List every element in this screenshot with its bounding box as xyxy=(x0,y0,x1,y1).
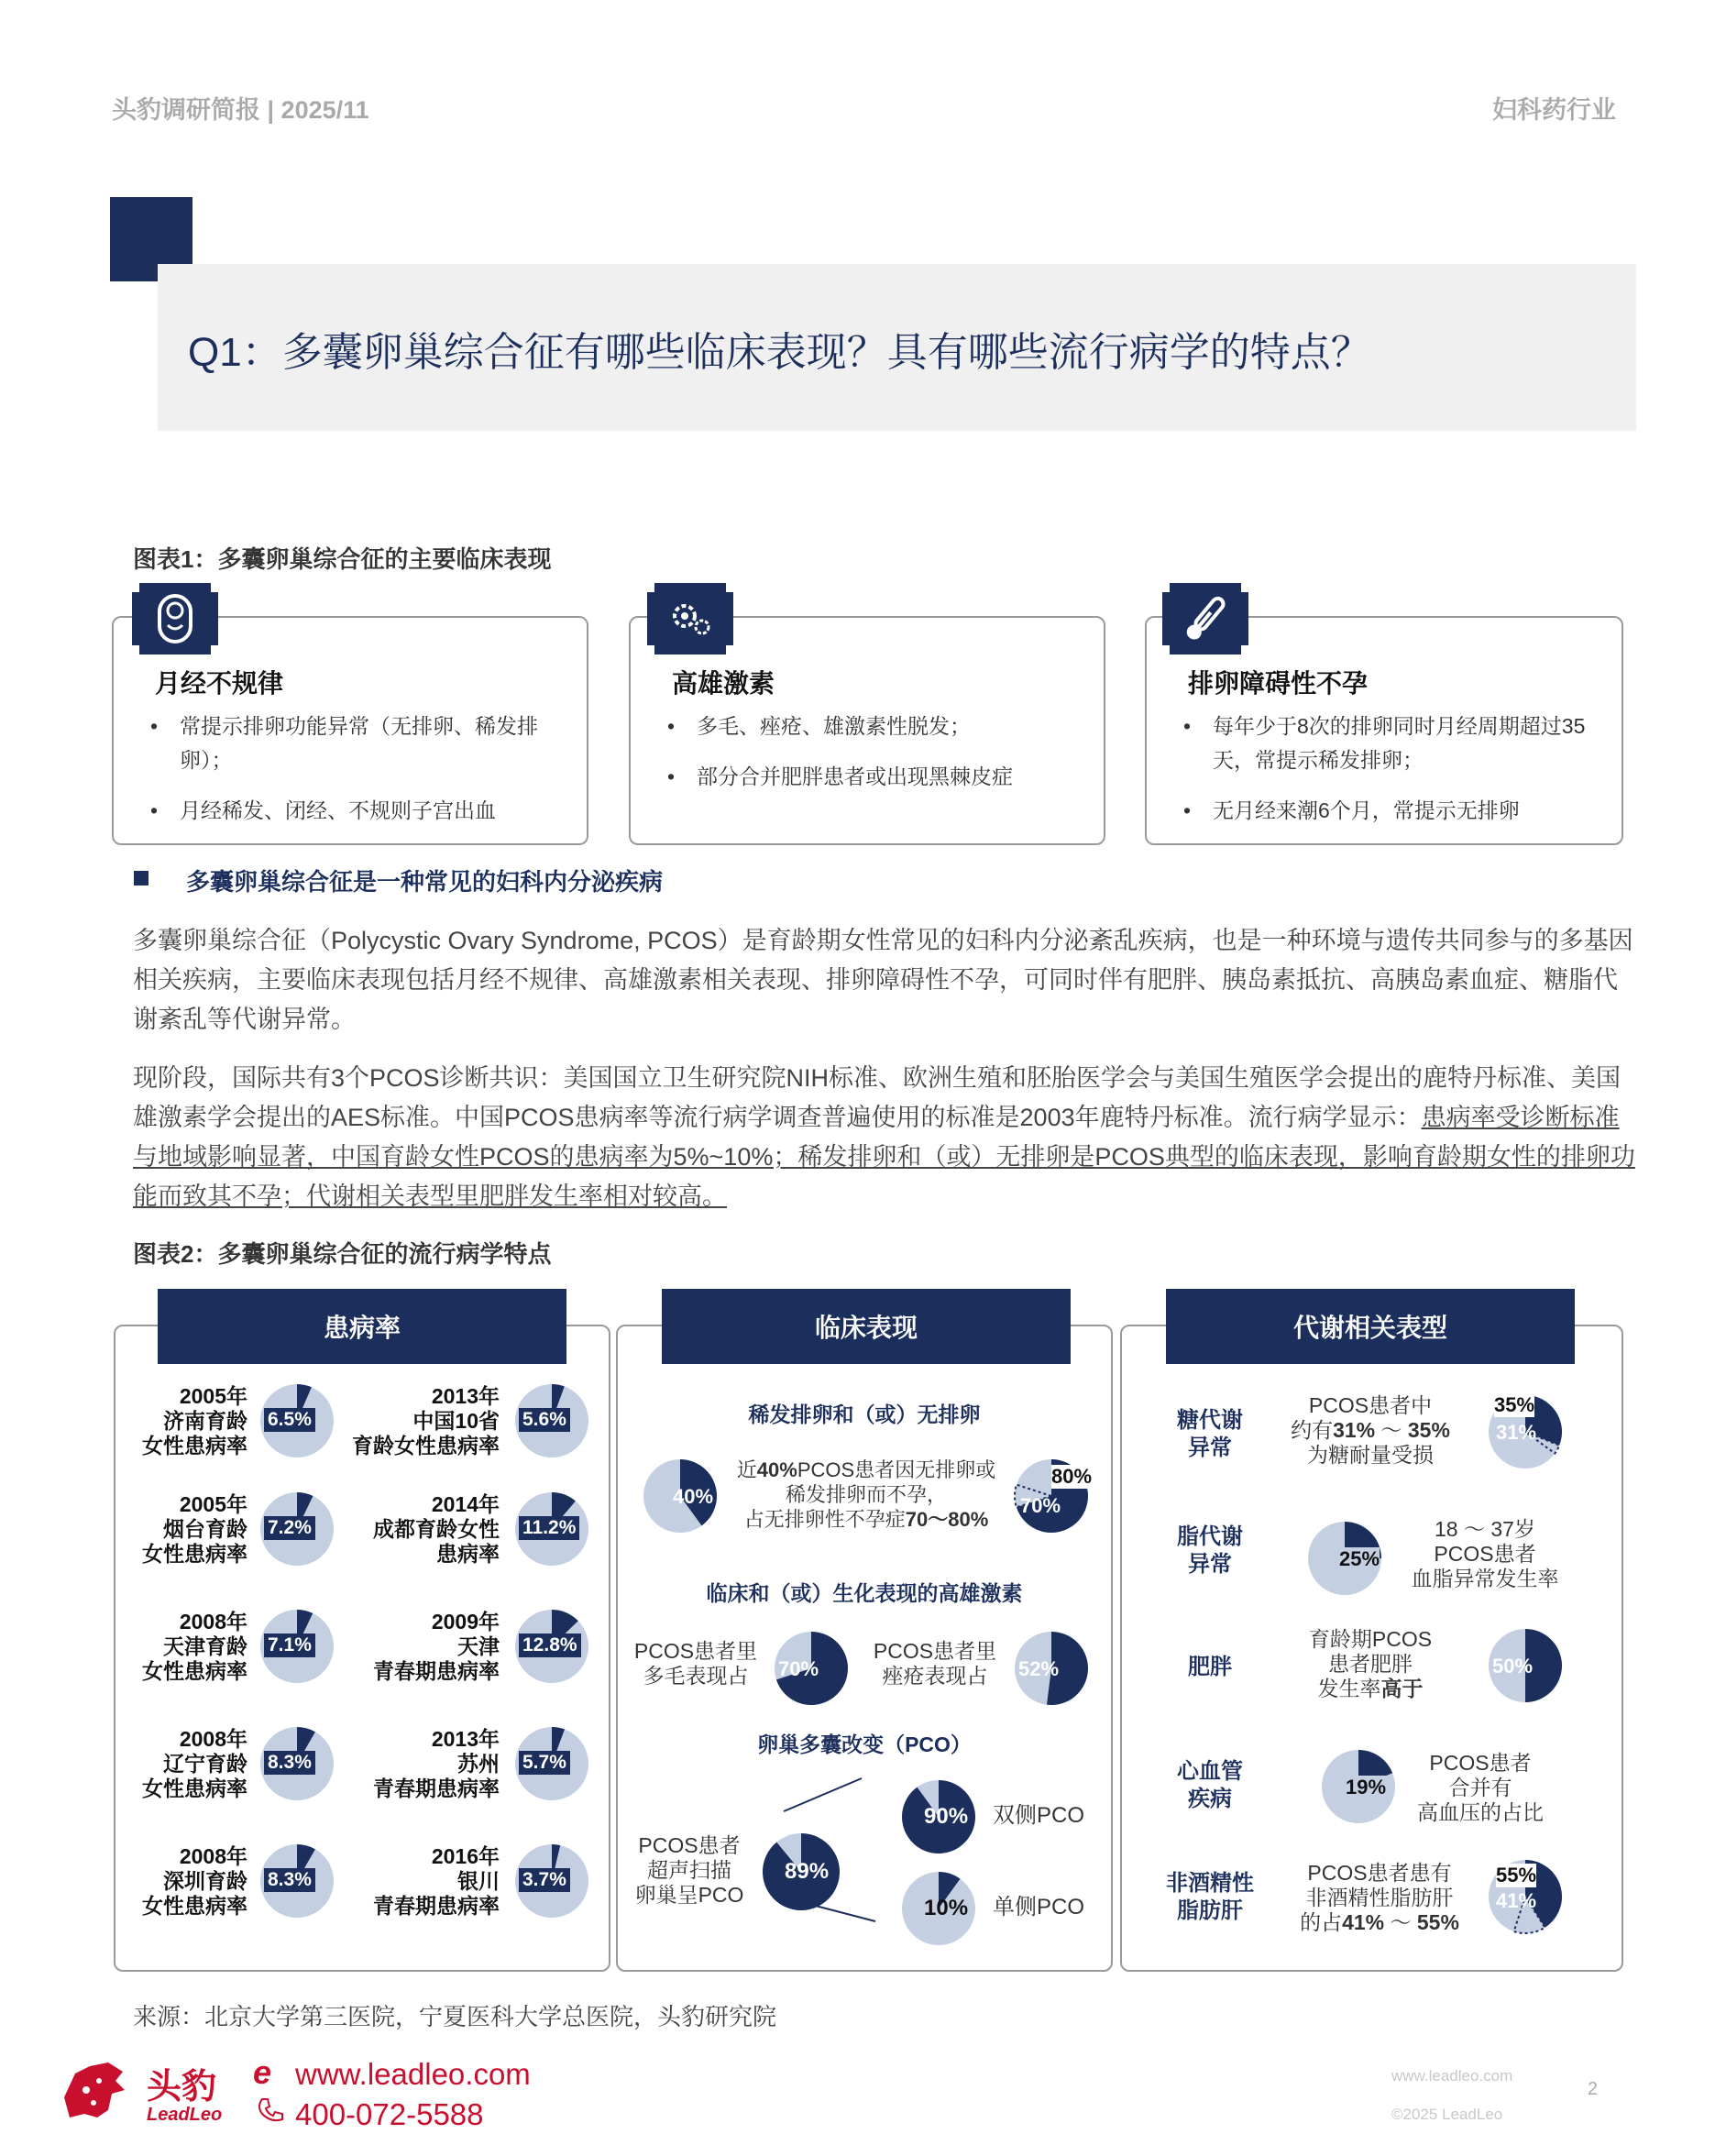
pie-label: 90% xyxy=(924,1804,969,1829)
pie-anovulation-infertility xyxy=(642,1458,719,1534)
text: PCOS患者 xyxy=(1429,1751,1532,1775)
text: 女性患病率 xyxy=(142,1776,247,1800)
prevalence-label xyxy=(119,1844,247,1919)
browser-e-icon: e xyxy=(253,2053,272,2091)
obesity-text xyxy=(1279,1627,1462,1701)
text-value: 40% xyxy=(756,1458,797,1481)
fig1-caption: 图表1：多囊卵巢综合征的主要临床表现 xyxy=(133,545,552,573)
nafld-text xyxy=(1279,1861,1480,1935)
card-bullet: • 常提示排卵功能异常（无排卵、稀发排卵）； xyxy=(150,710,563,777)
pie-glucose xyxy=(1487,1393,1564,1470)
text: 患病率 xyxy=(436,1542,500,1566)
pie-label: 10% xyxy=(924,1896,969,1920)
text: 为糖耐量受损 xyxy=(1307,1443,1434,1467)
text: 发生率 xyxy=(1317,1677,1381,1700)
pie-label: 12.8% xyxy=(519,1634,581,1657)
report-title: 头豹调研简报 | 2025/11 xyxy=(112,96,369,124)
text: 女性患病率 xyxy=(142,1542,247,1566)
sect-hyperandrogenism: 临床和（或）生化表现的高雄激素 xyxy=(706,1581,1023,1605)
text: 约有 xyxy=(1291,1418,1334,1442)
pie-label: 89% xyxy=(785,1859,830,1884)
source-note: 来源：北京大学第三医院，宁夏医科大学总医院，头豹研究院 xyxy=(133,2003,777,2030)
website-link[interactable]: www.leadleo.com xyxy=(295,2057,531,2091)
prevalence-pie xyxy=(513,1842,590,1920)
metabolic-label xyxy=(1155,1870,1265,1925)
text-value: 31% xyxy=(1333,1418,1376,1442)
text: 银川 xyxy=(457,1869,500,1893)
pco-text xyxy=(625,1833,753,1908)
text: 2013年 xyxy=(431,1727,500,1751)
anovulation-text xyxy=(724,1458,1008,1532)
fig2-caption: 图表2：多囊卵巢综合征的流行病学特点 xyxy=(133,1240,552,1268)
text: 超声扫描 xyxy=(647,1858,731,1882)
text: 育龄女性患病率 xyxy=(352,1434,500,1458)
leopard-logo-icon xyxy=(57,2053,130,2127)
pie-unilateral-pco xyxy=(900,1870,977,1947)
sect-anovulation: 稀发排卵和（或）无排卵 xyxy=(748,1402,981,1426)
pie-lipid xyxy=(1306,1520,1383,1597)
text: 异常 xyxy=(1188,1436,1232,1460)
pie-label-low: 41% xyxy=(1496,1889,1537,1912)
cardio-text xyxy=(1389,1751,1572,1825)
pie-label: 19% xyxy=(1346,1776,1387,1798)
text: 痤疮表现占 xyxy=(882,1664,988,1688)
text: 糖代谢 xyxy=(1177,1408,1243,1433)
pie-acne xyxy=(1013,1630,1090,1707)
acne-text xyxy=(866,1639,1004,1688)
text-value: 高于 xyxy=(1380,1677,1424,1700)
text: 血脂异常发生率 xyxy=(1411,1567,1559,1590)
text: 患者肥胖 xyxy=(1328,1652,1413,1676)
pie-label: 7.2% xyxy=(264,1516,315,1540)
section-bullet xyxy=(134,871,148,886)
pie-label: 6.5% xyxy=(264,1408,315,1432)
text: 的占 xyxy=(1300,1910,1343,1934)
prevalence-label xyxy=(325,1384,500,1458)
lipid-text xyxy=(1393,1517,1577,1591)
text: 2005年 xyxy=(179,1384,247,1408)
paragraph-highlight: 患病率受诊断标准与地域影响显著，中国育龄女性PCOS的患病率为5%~10%；稀发排卵和（或）无排卵是PCOS典型的临床表现，影响育龄期女性的排卵功能而致其不孕；代谢相关表型里肥胖发生率相对较高。 xyxy=(133,1104,1635,1210)
page-number: 2 xyxy=(1588,2079,1599,2099)
pie-label: 11.2% xyxy=(519,1516,579,1540)
text: 2016年 xyxy=(431,1844,500,1868)
prevalence-pie xyxy=(258,1842,335,1920)
text: 2008年 xyxy=(179,1610,247,1634)
bilateral-label: 双侧PCO xyxy=(993,1803,1085,1828)
text: ～ xyxy=(1375,1418,1408,1442)
text: 近 xyxy=(736,1458,757,1481)
text: 成都育龄女性 xyxy=(373,1517,500,1541)
paragraph-text: 现阶段，国际共有3个PCOS诊断共识：美国国立卫生研究院NIH标准、欧洲生殖和胚胎医学会与美国生殖医学会提出的鹿特丹标准、美国雄激素学会提出的AES标准。中国PCOS患病率等流行病学调查普遍使用的标准是2003年鹿特丹标准。流行病学显示： xyxy=(133,1064,1622,1131)
text: 青春期患病率 xyxy=(373,1659,500,1683)
pie-bilateral-pco xyxy=(900,1778,977,1855)
paragraph-intro: 多囊卵巢综合征（Polycystic Ovary Syndrome, PCOS）是育龄期女性常见的妇科内分泌紊乱疾病，也是一种环境与遗传共同参与的多基因相关疾病，主要临床表现包括月经不规律、高雄激素相关表现、排卵障碍性不孕，可同时伴有肥胖、胰岛素抵抗、高胰岛素血症、糖脂代谢紊乱等代谢异常。 xyxy=(133,927,1633,1033)
pie-label: 8.3% xyxy=(264,1751,315,1775)
pie-label: 5.7% xyxy=(519,1751,570,1775)
pie-label-high: 35% xyxy=(1494,1393,1535,1416)
text: 2009年 xyxy=(431,1610,500,1634)
prevalence-label xyxy=(119,1727,247,1801)
prevalence-label xyxy=(325,1492,500,1567)
phone-icon xyxy=(255,2096,284,2125)
text: 卵巢呈PCO xyxy=(634,1883,744,1907)
text-value: 41% xyxy=(1342,1910,1385,1934)
card-bullet: • 月经稀发、闭经、不规则子宫出血 xyxy=(150,794,563,828)
pie-nafld xyxy=(1487,1858,1564,1935)
card-bullet: • 无月经来潮6个月，常提示无排卵 xyxy=(1183,794,1605,828)
pie-anovulatory-share xyxy=(1013,1458,1093,1534)
metabolic-label xyxy=(1155,1654,1265,1681)
card-title: 月经不规律 xyxy=(155,669,284,698)
panel-prevalence-title: 患病率 xyxy=(158,1289,566,1364)
sect-pco: 卵巢多囊改变（PCO） xyxy=(757,1732,972,1756)
prevalence-label xyxy=(325,1727,500,1801)
brand-en: LeadLeo xyxy=(147,2105,223,2125)
hirsutism-text xyxy=(627,1639,764,1688)
text: 2013年 xyxy=(431,1384,500,1408)
card-bullet: • 多毛、痤疮、雄激素性脱发； xyxy=(667,710,1080,743)
text: 青春期患病率 xyxy=(373,1894,500,1918)
text: 天津 xyxy=(457,1634,500,1658)
pie-label: 40% xyxy=(673,1485,714,1508)
pie-pco xyxy=(761,1832,841,1912)
text: 苏州 xyxy=(457,1752,500,1776)
panel-metabolic-title: 代谢相关表型 xyxy=(1166,1289,1575,1364)
text: 青春期患病率 xyxy=(373,1776,500,1800)
website-small: www.leadleo.com xyxy=(1391,2067,1513,2084)
text: PCOS患者中 xyxy=(1308,1393,1433,1417)
pie-label-low: 70% xyxy=(1020,1494,1061,1517)
section-title: 多囊卵巢综合征是一种常见的妇科内分泌疾病 xyxy=(186,868,664,896)
pie-cardiovascular xyxy=(1320,1748,1397,1825)
prevalence-pie xyxy=(258,1490,335,1568)
text: 2014年 xyxy=(431,1492,500,1516)
text: PCOS患者里 xyxy=(873,1639,997,1663)
pie-obesity xyxy=(1487,1627,1564,1704)
text: 稀发排卵而不孕， xyxy=(785,1483,947,1506)
thermometer-icon xyxy=(1170,583,1241,654)
metabolic-label xyxy=(1155,1524,1265,1578)
pie-label: 5.6% xyxy=(519,1408,570,1432)
pie-label: 50% xyxy=(1492,1655,1534,1678)
pie-label: 3.7% xyxy=(519,1868,570,1892)
paragraph-diagnosis xyxy=(133,1059,1636,1216)
prevalence-label xyxy=(119,1384,247,1458)
text: PCOS患者里 xyxy=(633,1639,758,1663)
text: 非酒精性脂肪肝 xyxy=(1305,1886,1454,1909)
text: PCOS患者 xyxy=(638,1833,741,1857)
text: 天津育龄 xyxy=(163,1634,247,1658)
text: 心血管 xyxy=(1177,1759,1243,1784)
pie-label: 52% xyxy=(1018,1657,1060,1680)
phone-number: 400-072-5588 xyxy=(295,2097,484,2131)
text: 2005年 xyxy=(179,1492,247,1516)
metabolic-label xyxy=(1155,1758,1265,1813)
prevalence-label xyxy=(325,1844,500,1919)
unilateral-label: 单侧PCO xyxy=(993,1895,1085,1920)
text: PCOS患者因无排卵或 xyxy=(797,1458,996,1481)
prevalence-pie xyxy=(513,1382,590,1459)
prevalence-pie xyxy=(258,1608,335,1685)
text: 中国10省 xyxy=(412,1409,500,1433)
brand-cn: 头豹 xyxy=(147,2068,217,2106)
prevalence-label xyxy=(119,1492,247,1567)
text: PCOS患者 xyxy=(1434,1542,1536,1566)
text: 异常 xyxy=(1188,1552,1232,1577)
text: PCOS患者患有 xyxy=(1307,1861,1452,1885)
question-title: Q1：多囊卵巢综合征有哪些临床表现？具有哪些流行病学的特点？ xyxy=(188,330,1371,375)
text: 济南育龄 xyxy=(163,1409,247,1433)
text: 疾病 xyxy=(1188,1787,1232,1811)
prevalence-pie xyxy=(513,1725,590,1802)
industry-label: 妇科药行业 xyxy=(1492,96,1616,124)
pie-label-high: 80% xyxy=(1051,1465,1093,1488)
text: 非酒精性 xyxy=(1166,1871,1254,1896)
prevalence-pie xyxy=(258,1382,335,1459)
text-value: 35% xyxy=(1407,1418,1450,1442)
pie-label-low: 31% xyxy=(1496,1421,1537,1444)
text-value: 55% xyxy=(1416,1910,1459,1934)
pie-label: 70% xyxy=(778,1657,819,1680)
text: 肥胖 xyxy=(1188,1655,1232,1679)
text: ～ xyxy=(1384,1910,1417,1934)
text: 女性患病率 xyxy=(142,1434,247,1458)
text: 18 ～ 37岁 xyxy=(1435,1517,1535,1541)
text: 女性患病率 xyxy=(142,1894,247,1918)
text-value: 70～80% xyxy=(905,1508,989,1531)
gears-icon xyxy=(654,583,726,654)
text: 深圳育龄 xyxy=(163,1869,247,1893)
glucose-text xyxy=(1279,1393,1462,1468)
text: 育龄期PCOS xyxy=(1308,1627,1433,1651)
text: 占无排卵性不孕症 xyxy=(743,1508,906,1531)
prevalence-label xyxy=(325,1610,500,1684)
copyright: ©2025 LeadLeo xyxy=(1391,2106,1503,2123)
text: 多毛表现占 xyxy=(643,1664,749,1688)
pie-label: 25% xyxy=(1339,1547,1380,1570)
text: 合并有 xyxy=(1448,1776,1512,1799)
text: 脂代谢 xyxy=(1177,1524,1243,1549)
pie-hirsutism xyxy=(773,1630,850,1707)
prevalence-pie xyxy=(258,1725,335,1802)
pie-label: 8.3% xyxy=(264,1868,315,1892)
text: 脂肪肝 xyxy=(1177,1898,1243,1923)
text: 2008年 xyxy=(179,1844,247,1868)
text: 女性患病率 xyxy=(142,1659,247,1683)
text: 高血压的占比 xyxy=(1417,1800,1544,1824)
text: 烟台育龄 xyxy=(163,1517,247,1541)
prevalence-label xyxy=(119,1610,247,1684)
ovary-icon xyxy=(139,583,211,654)
text: 2008年 xyxy=(179,1727,247,1751)
prevalence-pie xyxy=(513,1608,590,1685)
pie-label: 7.1% xyxy=(264,1634,315,1657)
text: 辽宁育龄 xyxy=(163,1752,247,1776)
metabolic-label xyxy=(1155,1407,1265,1462)
card-title: 排卵障碍性不孕 xyxy=(1188,669,1369,698)
card-bullet: • 部分合并肥胖患者或出现黑棘皮症 xyxy=(667,760,1080,794)
pie-label-high: 55% xyxy=(1496,1864,1537,1886)
prevalence-pie xyxy=(513,1490,590,1568)
panel-clinical-title: 临床表现 xyxy=(662,1289,1071,1364)
card-title: 高雄激素 xyxy=(672,669,775,698)
card-bullet: • 每年少于8次的排卵同时月经周期超过35天，常提示稀发排卵； xyxy=(1183,710,1605,777)
